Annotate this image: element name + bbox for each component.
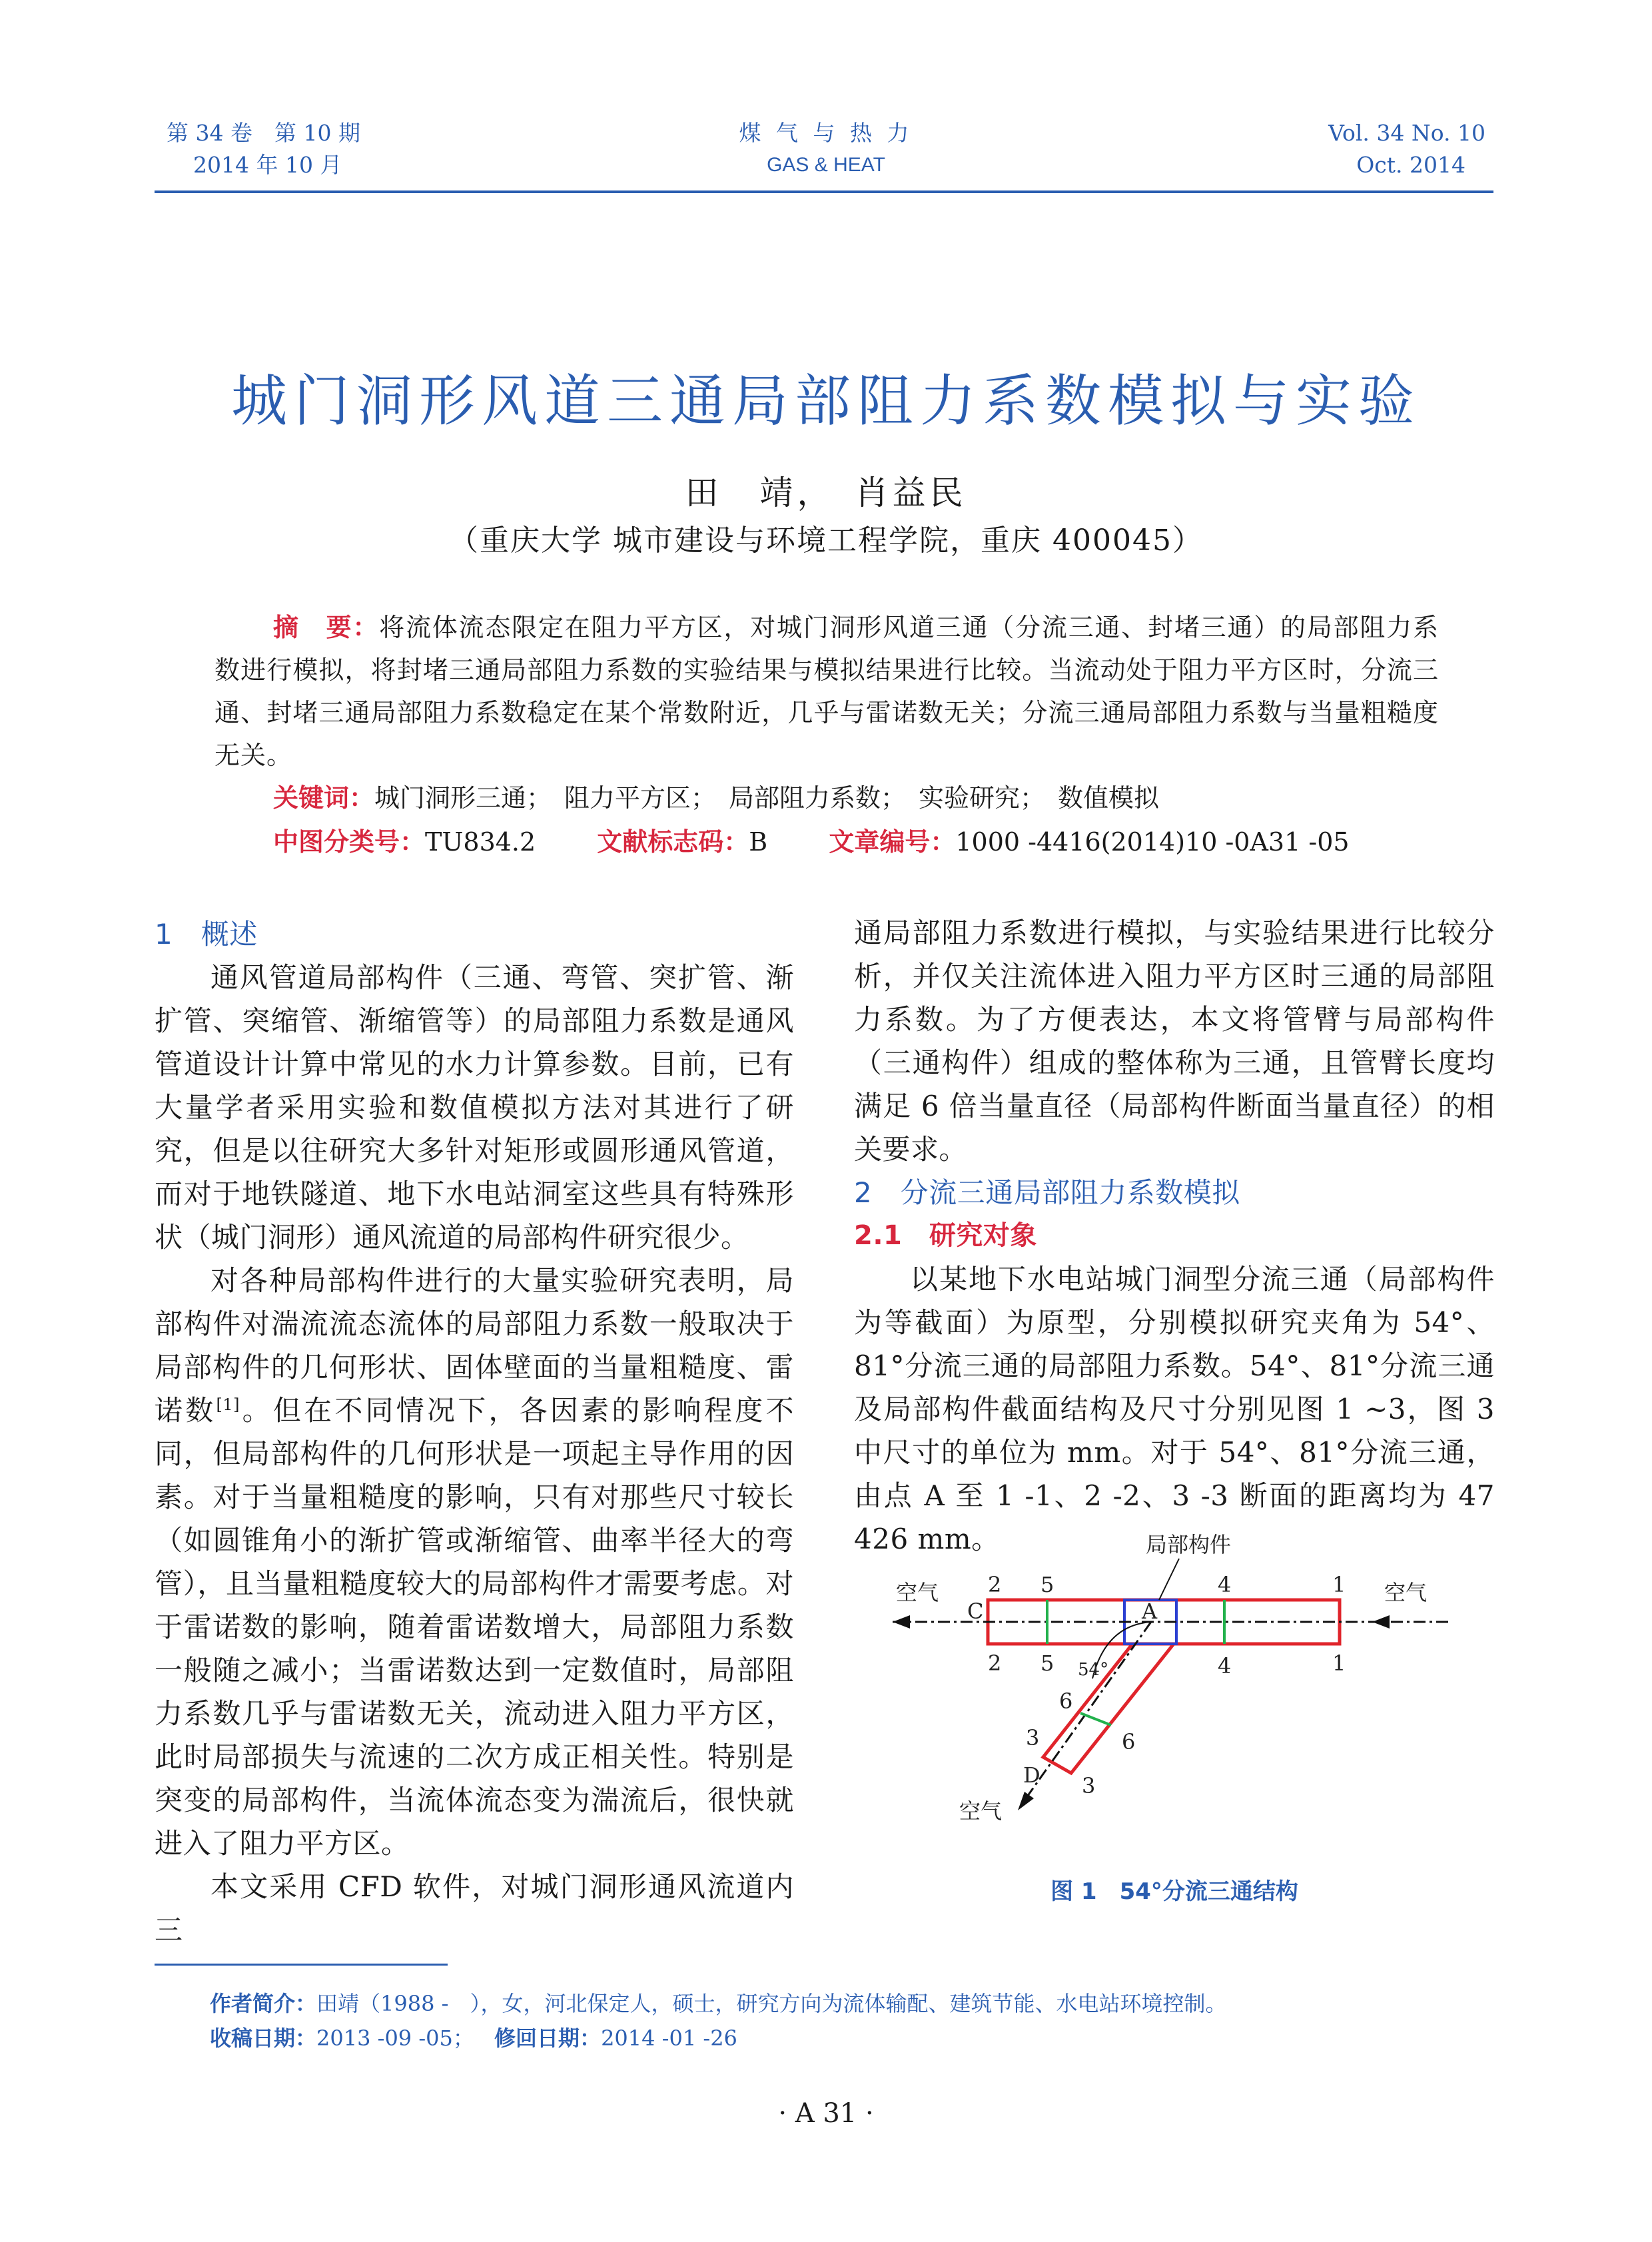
section-6-left: 6	[1059, 1688, 1073, 1714]
section-6-line	[1080, 1713, 1111, 1725]
section-3-right: 3	[1082, 1773, 1096, 1798]
section-6-right: 6	[1122, 1729, 1136, 1754]
label-local-component: 局部构件	[1146, 1532, 1232, 1557]
journal-date-en: Oct. 2014	[1356, 152, 1465, 178]
footnote-rule	[155, 1964, 448, 1966]
keywords-line	[273, 777, 1446, 819]
paragraph: 以某地下水电站城门洞型分流三通（局部构件为等截面）为原型，分别模拟研究夹角为 54°、81°分流三通的局部阻力系数。54°、81°分流三通及局部构件截面结构及尺寸分别见图 1 ~3，图 3 中尺寸的单位为 mm。对于 54°、81°分流三通，由点 A 至 1 -1、2 -2、3 -3 断面的距离均为 47 426 mm。	[854, 1263, 1495, 1555]
point-D: D	[1023, 1762, 1040, 1788]
section-2-title: 2 分流三通局部阻力系数模拟	[854, 1176, 1240, 1209]
label-air-left: 空气	[896, 1580, 939, 1605]
affiliation: （重庆大学 城市建设与环境工程学院，重庆 400045）	[449, 524, 1203, 558]
received-date: 2013 -09 -05；	[316, 2026, 474, 2051]
paragraph-text: 对各种局部构件进行的大量实验研究表明，局部构件对湍流流态流体的局部阻力系数一般取决于局部构件的几何形状、固体壁面的当量粗糙度、雷诺数	[155, 1264, 794, 1427]
header-rule	[155, 190, 1493, 193]
section-1-top: 1	[1332, 1572, 1346, 1597]
journal-name-en: GAS & HEAT	[767, 154, 885, 176]
abstract	[214, 606, 1439, 777]
journal-name-cn: 煤 气 与 热 力	[739, 120, 913, 146]
paragraph: 通局部阻力系数进行模拟，与实验结果进行比较分析，并仅关注流体进入阻力平方区时三通的局部阻力系数。为了方便表达，本文将管臂与局部构件（三通构件）组成的整体称为三通，且管臂长度均满足 6 倍当量直径（局部构件断面当量直径）的相关要求。	[854, 917, 1495, 1166]
inflow-arrow-right	[1372, 1615, 1390, 1629]
clc-label: 中图分类号：	[273, 827, 426, 857]
keywords-text: 城门洞形三通； 阻力平方区； 局部阻力系数； 实验研究； 数值模拟	[374, 783, 1160, 813]
doc-code-value: B	[749, 827, 768, 857]
subsection-2-1-title: 2.1 研究对象	[854, 1220, 1037, 1251]
abstract-text: 将流体流态限定在阻力平方区，对城门洞形风道三通（分流三通、封堵三通）的局部阻力系数进行模拟，将封堵三通局部阻力系数的实验结果与模拟结果进行比较。当流动处于阻力平方区时，分流三通、封堵三通局部阻力系数稳定在某个常数附近，几乎与雷诺数无关；分流三通局部阻力系数与当量粗糙度无关。	[214, 613, 1439, 770]
author-note-label: 作者简介：	[210, 1991, 317, 2016]
angle-label: 54°	[1078, 1660, 1109, 1680]
doc-code-label: 文献标志码：	[597, 827, 749, 857]
paper-title: 城门洞形风道三通局部阻力系数模拟与实验	[230, 368, 1421, 434]
classification-line	[273, 821, 1446, 863]
section-5-top: 5	[1040, 1572, 1054, 1597]
right-column	[854, 911, 1495, 1561]
section-4-bottom: 4	[1218, 1653, 1232, 1679]
figure-1-tee-diagram	[866, 1525, 1485, 1872]
outflow-arrow-down	[1018, 1792, 1034, 1810]
journal-volume-en: Vol. 34 No. 10	[1328, 120, 1485, 146]
journal-date-cn: 2014 年 10 月	[193, 152, 342, 178]
point-C: C	[967, 1599, 984, 1624]
citation-ref: [1]	[216, 1395, 240, 1414]
paragraph-text: 。但在不同情况下，各因素的影响程度不同，但局部构件的几何形状是一项起主导作用的因素。对于当量粗糙度的影响，只有对那些尺寸较长（如圆锥角小的渐扩管或渐缩管、曲率半径大的弯管），且当量粗糙度较大的局部构件才需要考虑。对于雷诺数的影响，随着雷诺数增大，局部阻力系数一般随之减小；当雷诺数达到一定数值时，局部阻力系数几乎与雷诺数无关，流动进入阻力平方区，此时局部损失与流速的二次方成正相关性。特别是突变的局部构件，当流体流态变为湍流后，很快就进入了阻力平方区。	[155, 1394, 794, 1860]
abstract-label: 摘 要：	[273, 613, 380, 642]
paragraph	[155, 1259, 794, 1865]
outflow-arrow-left	[893, 1615, 910, 1629]
paragraph: 本文采用 CFD 软件，对城门洞形通风流道内三	[155, 1870, 794, 1946]
section-5-bottom: 5	[1040, 1651, 1054, 1676]
journal-volume-issue: 第 34 卷 第 10 期	[167, 120, 360, 146]
paragraph: 通风管道局部构件（三通、弯管、突扩管、渐扩管、突缩管、渐缩管等）的局部阻力系数是通风管道设计计算中常见的水力计算参数。目前，已有大量学者采用实验和数值模拟方法对其进行了研究，但是以往研究大多针对矩形或圆形通风管道，而对于地铁隧道、地下水电站洞室这些具有特殊形状（城门洞形）通风流道的局部构件研究很少。	[155, 961, 794, 1254]
section-1-bottom: 1	[1332, 1651, 1346, 1676]
keywords-label: 关键词：	[273, 783, 375, 813]
section-1-title: 1 概述	[155, 918, 258, 950]
author-note	[210, 1986, 1226, 2021]
article-number-value: 1000 -4416(2014)10 -0A31 -05	[955, 827, 1350, 857]
article-number-label: 文章编号：	[829, 827, 956, 857]
component-leader-line	[1159, 1559, 1179, 1600]
branch-axis	[1026, 1622, 1151, 1798]
section-2-bottom: 2	[988, 1651, 1002, 1676]
author-note-text: 田靖（1988 - ），女，河北保定人，硕士，研究方向为流体输配、建筑节能、水电站环境控制。	[316, 1991, 1227, 2016]
dates-note	[210, 2021, 737, 2055]
left-column	[155, 913, 794, 1952]
authors: 田 靖， 肖益民	[685, 474, 967, 512]
page-number: · A 31 ·	[778, 2098, 874, 2129]
section-2-top: 2	[988, 1572, 1002, 1597]
section-4-top: 4	[1218, 1572, 1232, 1597]
revised-date: 2014 -01 -26	[601, 2026, 737, 2051]
section-3-left: 3	[1026, 1725, 1040, 1750]
received-label: 收稿日期：	[210, 2026, 317, 2051]
label-air-bottom: 空气	[959, 1798, 1003, 1824]
figure-1-caption: 图 1 54°分流三通结构	[1050, 1878, 1298, 1905]
point-A: A	[1142, 1599, 1158, 1624]
label-air-right: 空气	[1384, 1580, 1428, 1605]
clc-value: TU834.2	[425, 827, 536, 857]
revised-label: 修回日期：	[494, 2026, 602, 2051]
